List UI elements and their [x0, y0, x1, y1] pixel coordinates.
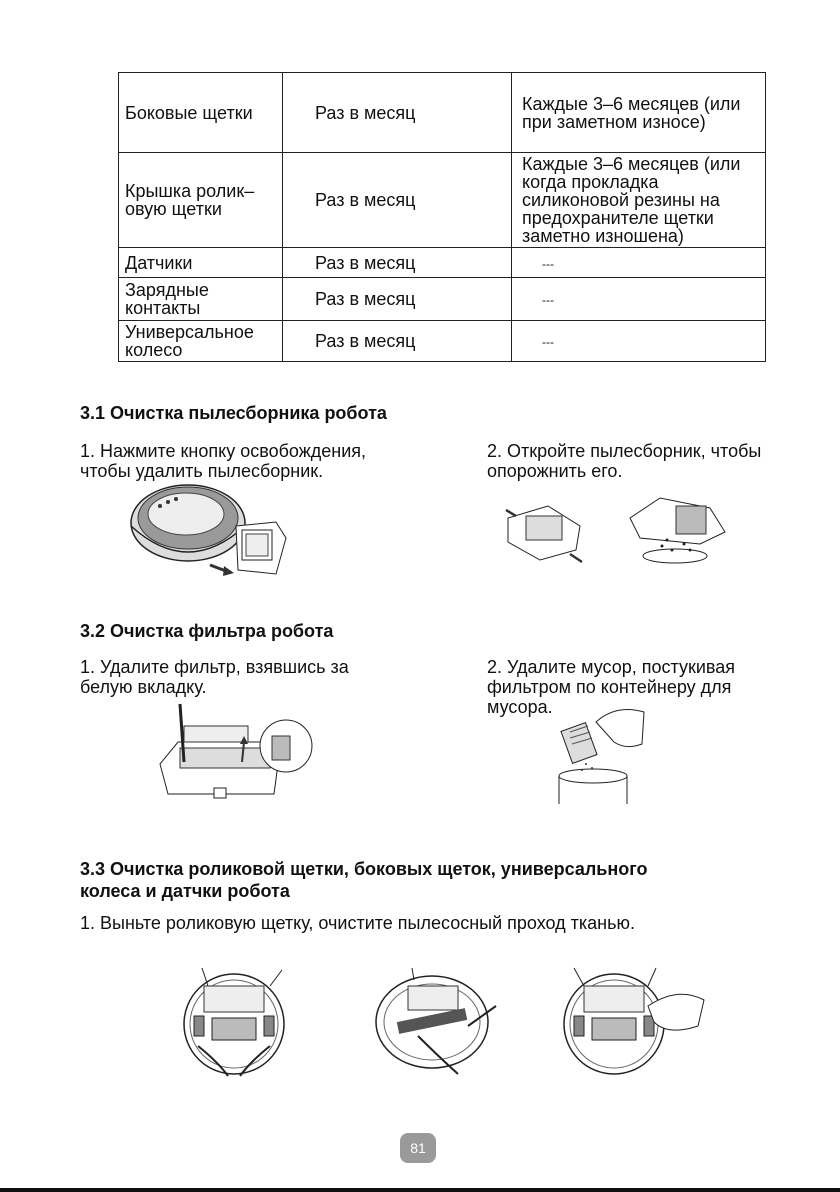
- table-row: [119, 321, 766, 362]
- table-cell-clean: Раз в месяц: [283, 278, 512, 321]
- table-cell-replace: Каждые 3–6 месяцев (или при заметном износе): [512, 73, 766, 153]
- step-text: 2. Удалите мусор, постукивая фильтром по контейнеру для мусора.: [487, 657, 736, 717]
- step-text: 1. Нажмите кнопку освобождения, чтобы удалить пылесборник.: [80, 441, 366, 481]
- table-row: [119, 278, 766, 321]
- table-cell-replace: [512, 321, 766, 362]
- table-cell-replace: [512, 248, 766, 278]
- table-cell-replace: Каждые 3–6 месяцев (или когда прокладка силиконовой резины на предохранителе щетки заметно изношена): [512, 153, 766, 248]
- table-row: [119, 248, 766, 278]
- step-text: 2. Откройте пылесборник, чтобы опорожнить его.: [487, 441, 762, 481]
- section-heading: 3.1 Очистка пылесборника робота: [80, 403, 387, 423]
- step-text: 1. Выньте роликовую щетку, очистите пылесосный проход тканью.: [80, 913, 635, 933]
- open-dustbin-illustration: [500, 488, 735, 570]
- section-heading: 3.3 Очистка роликовой щетки, боковых щеток, универсального колеса и датчки робота: [80, 859, 648, 901]
- remove-filter-illustration: [154, 702, 314, 808]
- step-text: 1. Удалите фильтр, взявшись за белую вкладку.: [80, 657, 349, 697]
- robot-underside-illustration: [558, 966, 708, 1078]
- table-dash: ---: [542, 256, 554, 271]
- table-dash: ---: [542, 293, 554, 307]
- table-dash: ---: [542, 335, 554, 349]
- robot-underside-illustration: [178, 966, 290, 1078]
- page-number: 81: [400, 1133, 436, 1163]
- robot-dustbin-illustration: [126, 478, 298, 590]
- table-cell-clean: Раз в месяц: [283, 153, 512, 248]
- table-cell-replace: [512, 278, 766, 321]
- table-row: [119, 153, 766, 248]
- table-cell-clean: Раз в месяц: [283, 248, 512, 278]
- table-cell-clean: Раз в месяц: [283, 321, 512, 362]
- table-cell-part: Крышка ролик– овую щетки: [119, 153, 283, 248]
- table-cell-part: Датчики: [119, 248, 283, 278]
- tap-filter-illustration: [556, 704, 646, 806]
- table-cell-part: Зарядные контакты: [119, 278, 283, 321]
- robot-underside-illustration: [368, 966, 498, 1078]
- table-cell-part: Боковые щетки: [119, 73, 283, 153]
- maintenance-table: [118, 72, 766, 362]
- table-row: [119, 73, 766, 153]
- table-cell-clean: Раз в месяц: [283, 73, 512, 153]
- table-cell-part: Универсальное колесо: [119, 321, 283, 362]
- bottom-rule: [0, 1188, 840, 1192]
- section-heading: 3.2 Очистка фильтра робота: [80, 621, 334, 641]
